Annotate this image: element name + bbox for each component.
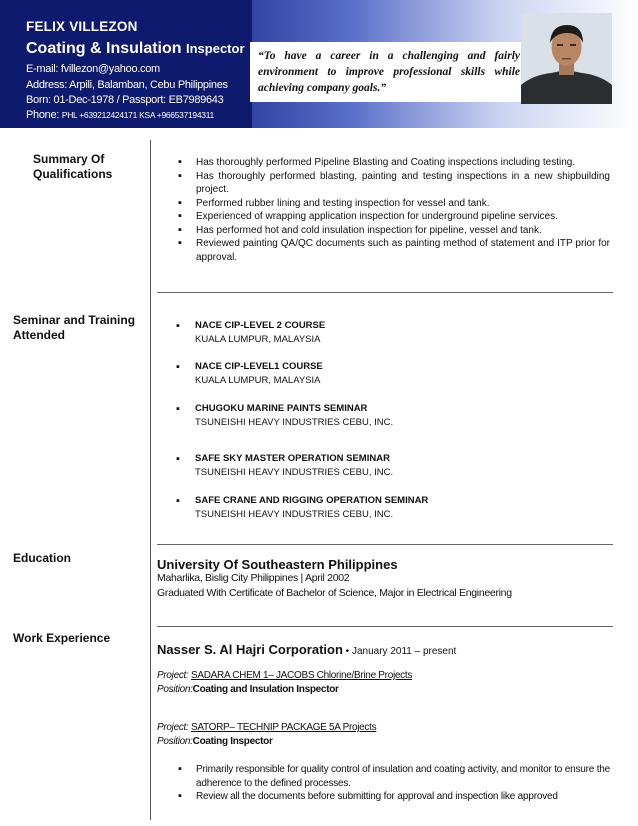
project-line	[157, 670, 412, 681]
summary-list	[176, 156, 610, 264]
born-passport-line: Born: 01-Dec-1978 / Passport: EB7989643	[26, 94, 224, 106]
project-name: SADARA CHEM 1– JACOBS Chlorine/Brine Projects	[191, 670, 413, 681]
education-school: University Of Southeastern Philippines	[157, 557, 398, 572]
work-company	[157, 642, 456, 657]
column-divider	[150, 140, 151, 820]
job-title-small: Inspector	[186, 41, 245, 56]
seminar-place: TSUNEISHI HEAVY INDUSTRIES CEBU, INC.	[195, 509, 394, 520]
list-item: ▪ Primarily responsible for quality control of insulation and coating activity, and monitor to ensure the adherence to the defined processes.	[176, 763, 610, 790]
list-item: ▪ Experienced of wrapping application inspection for underground pipeline services.	[176, 210, 610, 224]
email-line: E-mail: fvillezon@yahoo.com	[26, 63, 160, 75]
position-label: Position:	[157, 736, 193, 747]
education-section-label: Education	[13, 551, 72, 565]
phone-line	[26, 109, 214, 121]
section-divider	[157, 292, 613, 293]
seminar-title: ▪ SAFE CRANE AND RIGGING OPERATION SEMINAR	[176, 494, 428, 508]
seminar-item	[176, 452, 393, 480]
address-line: Address: Arpili, Balamban, Cebu Philippines	[26, 79, 228, 91]
objective-quote: “To have a career in a challenging and fairly environment to improve professional skills while achieving company goals.”	[258, 50, 520, 94]
project-label: Project:	[157, 722, 189, 733]
job-title-main: Coating & Insulation	[26, 40, 182, 57]
phone-label: Phone:	[26, 109, 60, 121]
section-divider	[157, 544, 613, 545]
person-name: FELIX VILLEZON	[26, 19, 138, 34]
position-label: Position:	[157, 684, 193, 695]
work-section-label: Work Experience	[13, 631, 111, 645]
seminar-place: KUALA LUMPUR, MALAYSIA	[195, 334, 321, 345]
summary-label-line2: Qualifications	[33, 167, 113, 181]
duties-list	[176, 763, 610, 804]
project-name: SATORP– TECHNIP PACKAGE 5A Projects	[191, 722, 377, 733]
seminar-place: TSUNEISHI HEAVY INDUSTRIES CEBU, INC.	[195, 417, 394, 428]
seminar-item	[176, 360, 323, 388]
seminar-label-line2: Attended	[13, 328, 65, 342]
seminar-place: KUALA LUMPUR, MALAYSIA	[195, 375, 321, 386]
project-line	[157, 722, 376, 733]
seminar-item	[176, 402, 393, 430]
list-item: ▪ Has thoroughly performed blasting, painting and testing inspections in a new shipbuilding project.	[176, 170, 610, 197]
seminar-place: TSUNEISHI HEAVY INDUSTRIES CEBU, INC.	[195, 467, 394, 478]
position-name: Coating and Insulation Inspector	[192, 684, 339, 695]
objective-box	[250, 42, 522, 102]
header-banner	[0, 0, 638, 128]
summary-label-line1: Summary Of	[33, 152, 105, 166]
seminar-label-line1: Seminar and Training	[13, 313, 136, 327]
company-name: Nasser S. Al Hajri Corporation	[157, 642, 343, 657]
list-item: ▪ Performed rubber lining and testing inspection for vessel and tank.	[176, 197, 610, 211]
position-line	[157, 684, 339, 695]
employment-dates: • January 2011 – present	[342, 646, 457, 657]
education-degree: Graduated With Certificate of Bachelor of Science, Major in Electrical Engineering	[157, 587, 512, 599]
position-line	[157, 736, 273, 747]
seminar-item	[176, 319, 325, 347]
seminar-title: ▪ NACE CIP-LEVEL 2 COURSE	[176, 319, 325, 333]
profile-photo	[521, 13, 612, 104]
seminar-title: ▪ CHUGOKU MARINE PAINTS SEMINAR	[176, 402, 393, 416]
profile-photo-image	[521, 13, 612, 104]
seminar-title: ▪ NACE CIP-LEVEL1 COURSE	[176, 360, 323, 374]
seminar-section-label	[13, 313, 135, 343]
phone-numbers: PHL +639212424171 KSA +966537194311	[61, 110, 214, 120]
list-item: ▪ Has performed hot and cold insulation inspection for pipeline, vessel and tank.	[176, 224, 610, 238]
summary-section-label	[33, 152, 112, 182]
list-item: ▪ Has thoroughly performed Pipeline Blasting and Coating inspections including testing.	[176, 156, 610, 170]
section-divider	[157, 626, 613, 627]
seminar-item	[176, 494, 428, 522]
job-title	[26, 40, 245, 58]
position-name: Coating Inspector	[192, 736, 273, 747]
education-location-date: Maharlika, Bislig City Philippines | April 2002	[157, 572, 350, 584]
project-label: Project:	[157, 670, 189, 681]
list-item: ▪ Reviewed painting QA/QC documents such as painting method of statement and ITP prior for approval.	[176, 237, 610, 264]
seminar-title: ▪ SAFE SKY MASTER OPERATION SEMINAR	[176, 452, 393, 466]
list-item: ▪ Review all the documents before submitting for approval and inspection like approved	[176, 790, 610, 804]
